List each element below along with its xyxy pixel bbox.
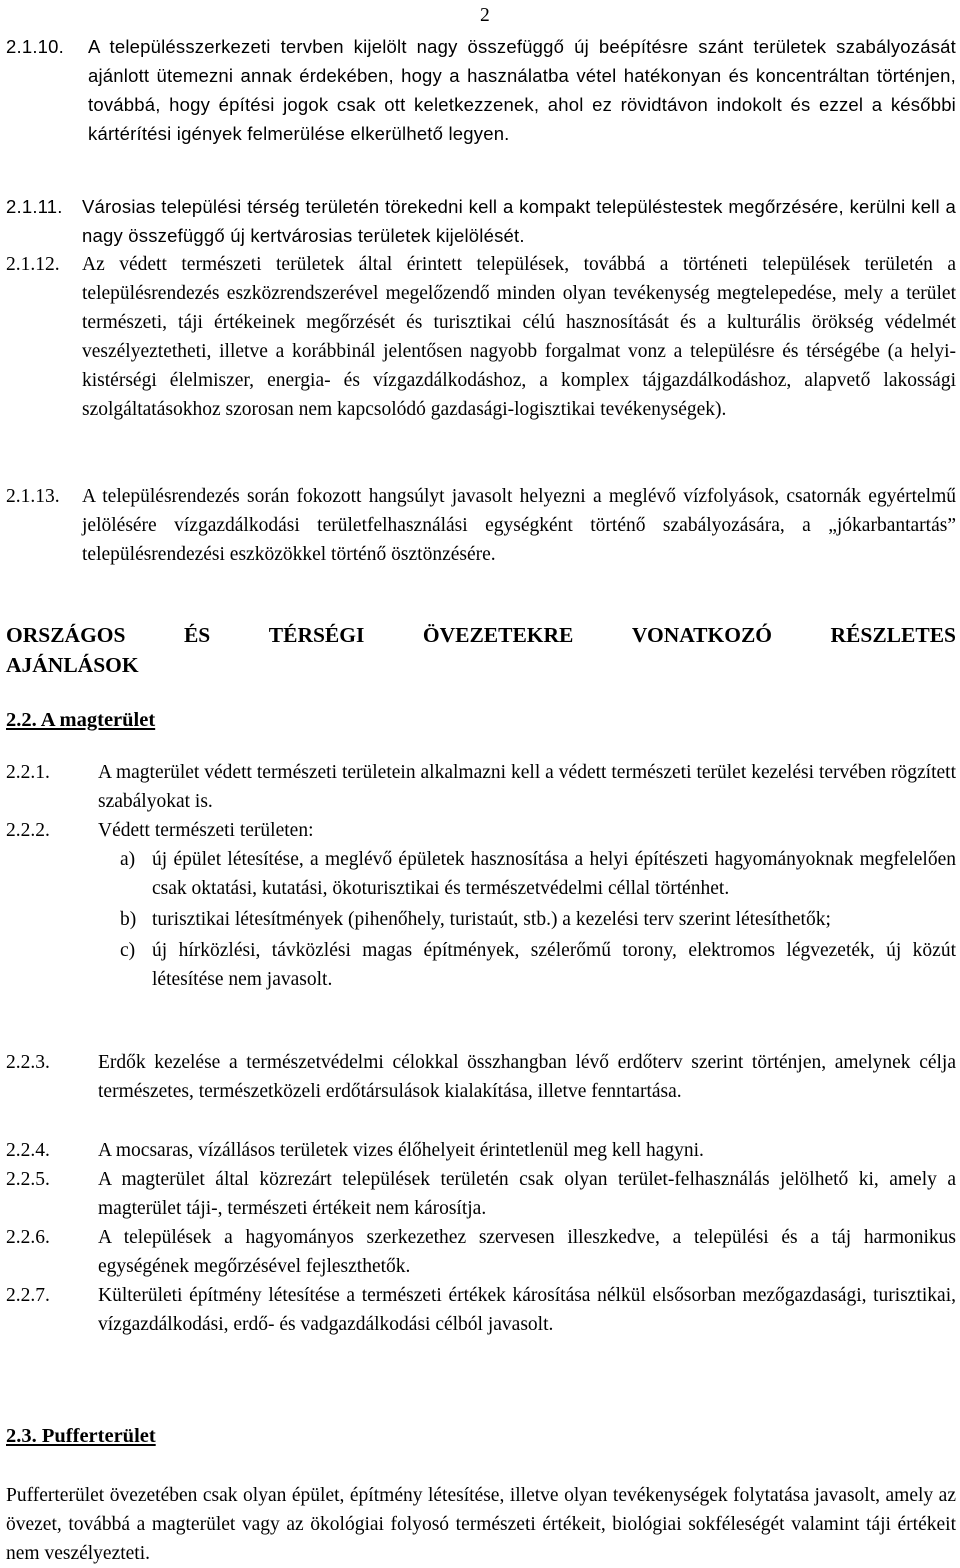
paragraph-text: A településrendezés során fokozott hangsúlyt javasolt helyezni a meglévő vízfolyások, csatornák egyértelmű jelölésére vízgazdálkodási területfelhasználási egységként történő szabályozására, a „jókarbantartás” településrendezési eszközökkel történő ösztönzésére. xyxy=(82,486,956,565)
paragraph-number: 2.2.7. xyxy=(6,1285,50,1306)
sub-item-list xyxy=(120,845,956,994)
paragraph-text: Védett természeti területen: xyxy=(98,820,314,841)
sub-item-c xyxy=(120,936,956,994)
section-heading-line-2: AJÁNLÁSOK xyxy=(6,653,139,677)
sub-item-letter: c) xyxy=(120,940,136,961)
heading-word: ÉS xyxy=(183,623,211,647)
paragraph-2-1-11 xyxy=(6,192,956,250)
paragraph-text: Erdők kezelése a természetvédelmi célokkal összhangban lévő erdőterv szerint történjen, amelynek célja természetes, természetközeli erdőtársulások kialakítása, illetve fenntartása. xyxy=(98,1052,956,1102)
sub-item-text: turisztikai létesítmények (pihenőhely, turistaút, stb.) a kezelési terv szerint létesíthetők; xyxy=(152,909,831,930)
paragraph-text: A településszerkezeti tervben kijelölt nagy összefüggő új beépítésre szánt területek szabályozását ajánlott ütemezni annak érdekében, hogy a használatba vétel hatékonyan és koncentráltan történjen, továbbá, hogy építési jogok csak ott keletkezzenek, ahol ez rövidtávon indokolt és ezzel a későbbi kártérítési igények felmerülése elkerülhető legyen. xyxy=(88,36,956,144)
sub-item-letter: a) xyxy=(120,849,136,870)
heading-word: RÉSZLETES xyxy=(830,623,956,647)
paragraph-text: Az védett természeti területek által érintett települések, továbbá a történeti települések területén a településrendezés eszközrendszerével megelőzendő minden olyan tevékenység megtelepedése, mely a terület természeti, táji értékeinek megőrzését és turisztikai célú hasznosítását és a kulturális örökség védelmét veszélyeztetheti, illetve a korábbinál jelentősen nagyobb forgalmat vonz a településre és térségébe (a helyi-kistérségi élelmiszer, energia- és vízgazdálkodáshoz, a komplex tájgazdálkodáshoz, alapvető lakossági szolgáltatásokhoz szorosan nem kapcsolódó gazdasági-logisztikai tevékenységek). xyxy=(82,254,956,420)
section-heading xyxy=(6,620,956,680)
paragraph-number: 2.2.4. xyxy=(6,1140,50,1161)
paragraph-number: 2.2.1. xyxy=(6,762,50,783)
paragraph-text: A magterület védett természeti területein alkalmazni kell a védett természeti terület kezelési tervében rögzített szabályokat is. xyxy=(98,762,956,812)
paragraph-2-2-6 xyxy=(6,1223,956,1281)
sub-item-text: új hírközlési, távközlési magas építmények, szélerőmű torony, elektromos légvezeték, új közút létesítése nem javasolt. xyxy=(152,940,956,990)
paragraph-2-2-5 xyxy=(6,1165,956,1223)
heading-word: ÖVEZETEKRE xyxy=(422,623,574,647)
paragraph-number: 2.2.6. xyxy=(6,1227,50,1248)
section-heading-line-1 xyxy=(6,620,956,650)
subsection-title-2-2: 2.2. A magterület xyxy=(6,709,156,731)
paragraph-number: 2.1.13. xyxy=(6,486,60,507)
paragraph-text: A települések a hagyományos szerkezethez szervesen illeszkedve, a települési és a táj harmonikus egységének megőrzésével fejleszthetők. xyxy=(98,1227,956,1277)
sub-item-a xyxy=(120,845,956,903)
page-number: 2 xyxy=(480,5,490,26)
paragraph-number: 2.2.2. xyxy=(6,820,50,841)
heading-word: TÉRSÉGI xyxy=(268,623,365,647)
paragraph-number: 2.1.10. xyxy=(6,36,64,57)
paragraph-2-2-3 xyxy=(6,1048,956,1106)
paragraph-text: A magterület által közrezárt települések területén csak olyan terület-felhasználás jelölhető ki, amely a magterület táji-, természeti értékeit nem károsítja. xyxy=(98,1169,956,1219)
paragraph-2-2-2 xyxy=(6,816,956,845)
paragraph-2-2-1 xyxy=(6,758,956,816)
heading-word: VONATKOZÓ xyxy=(631,623,773,647)
subsection-title-2-3: 2.3. Pufferterület xyxy=(6,1425,156,1447)
paragraph-number: 2.1.12. xyxy=(6,254,60,275)
sub-item-b xyxy=(120,905,956,934)
paragraph-text: A mocsaras, vízállásos területek vizes élőhelyeit érintetlenül meg kell hagyni. xyxy=(98,1140,704,1161)
paragraph-number: 2.1.11. xyxy=(6,196,63,217)
paragraph-2-2-7 xyxy=(6,1281,956,1339)
paragraph-number: 2.2.3. xyxy=(6,1052,50,1073)
paragraph-2-3: Pufferterület övezetében csak olyan épület, építmény létesítése, illetve olyan tevékenységek folytatása javasolt, amely az övezet, továbbá a magterület vagy az ökológiai folyosó természeti értékeit, biológiai sokféleségét valamint táji értékeit nem veszélyezteti. xyxy=(6,1485,956,1564)
paragraph-text: Külterületi építmény létesítése a természeti értékek károsítása nélkül elsősorban mezőgazdasági, turisztikai, vízgazdálkodási, erdő- és vadgazdálkodási célból javasolt. xyxy=(98,1285,956,1335)
paragraph-2-1-13 xyxy=(6,482,956,569)
paragraph-number: 2.2.5. xyxy=(6,1169,50,1190)
paragraph-2-1-12 xyxy=(6,250,956,424)
paragraph-2-1-10 xyxy=(6,32,956,148)
heading-word: ORSZÁGOS xyxy=(6,623,126,647)
sub-item-text: új épület létesítése, a meglévő épületek hasznosítása a helyi építészeti hagyományoknak megfelelően csak oktatási, kutatási, ökoturisztikai és természetvédelmi céllal történhet. xyxy=(152,849,956,899)
paragraph-2-2-4 xyxy=(6,1136,956,1165)
sub-item-letter: b) xyxy=(120,909,137,930)
paragraph-text: Városias települési térség területén törekedni kell a kompakt településtestek megőrzésére, kerülni kell a nagy összefüggő új kertvárosias területek kijelölését. xyxy=(82,196,956,246)
